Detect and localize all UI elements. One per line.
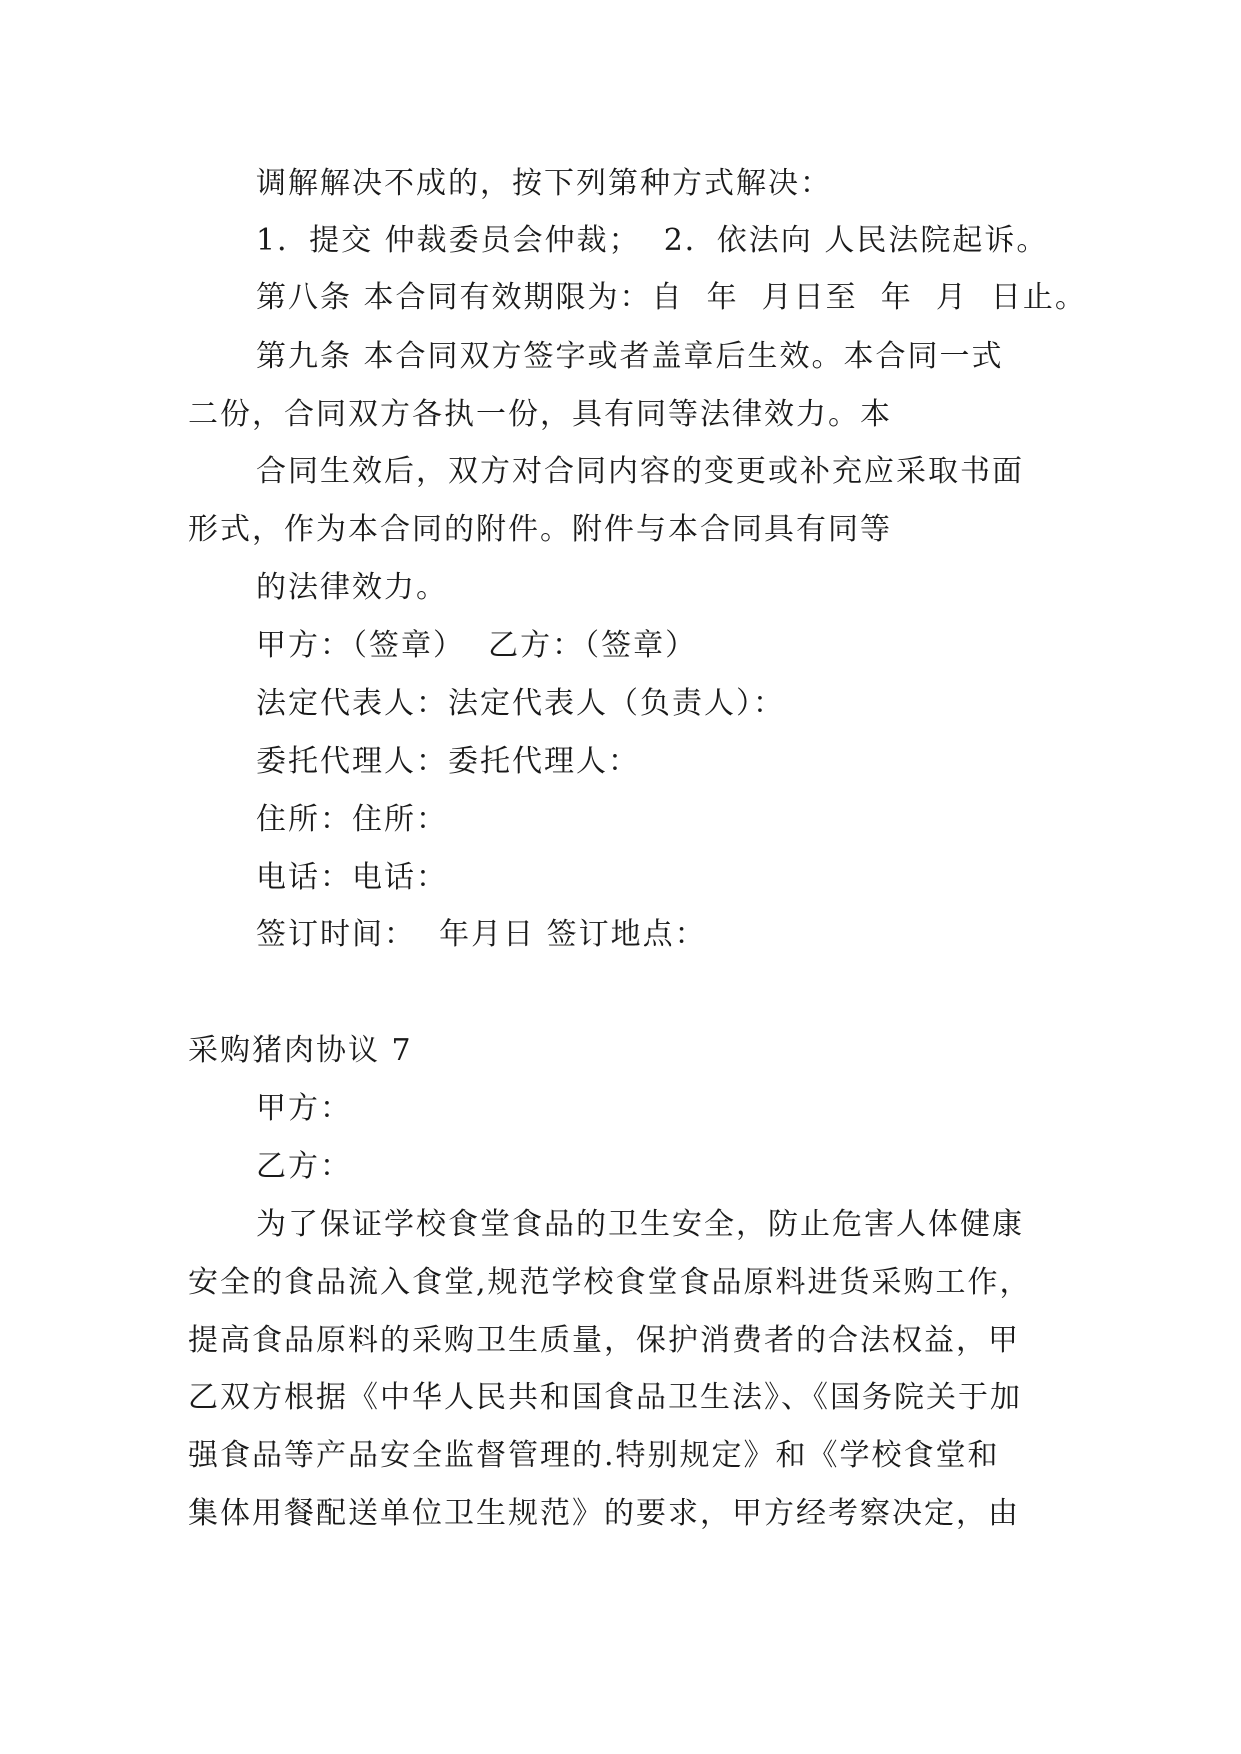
text-line: 1．提交 仲裁委员会仲裁； 2．依法向 人民法院起诉。 <box>256 223 1049 258</box>
text-line: 法定代表人：法定代表人（负责人）： <box>256 686 785 721</box>
text-line: 电话：电话： <box>256 860 448 895</box>
text-line: 委托代理人：委托代理人： <box>256 744 640 779</box>
text-line: 为了保证学校食堂食品的卫生安全，防止危害人体健康 <box>256 1207 1024 1242</box>
text-line: 的法律效力。 <box>256 570 448 605</box>
text-line: 提高食品原料的采购卫生质量，保护消费者的合法权益，甲 <box>188 1323 1020 1358</box>
text-line: 强食品等产品安全监督管理的.特别规定》和《学校食堂和 <box>188 1438 1000 1473</box>
text-line: 第九条 本合同双方签字或者盖章后生效。本合同一式 <box>256 339 1004 374</box>
text-line: 住所：住所： <box>256 802 448 837</box>
text-line: 集体用餐配送单位卫生规范》的要求，甲方经考察决定，由 <box>188 1496 1020 1531</box>
text-line: 乙双方根据《中华人民共和国食品卫生法》、《国务院关于加 <box>188 1380 1022 1415</box>
text-line: 形式，作为本合同的附件。附件与本合同具有同等 <box>188 512 892 547</box>
text-line: 签订时间： 年月日 签订地点： <box>256 917 707 952</box>
text-line: 调解解决不成的，按下列第种方式解决： <box>256 166 832 201</box>
text-line: 安全的食品流入食堂,规范学校食堂食品原料进货采购工作， <box>188 1265 1032 1300</box>
text-line: 合同生效后，双方对合同内容的变更或补充应采取书面 <box>256 454 1024 489</box>
text-line: 第八条 本合同有效期限为：自 年 月日至 年 月 日止。 <box>256 280 1087 315</box>
text-line: 二份，合同双方各执一份，具有同等法律效力。本 <box>188 397 892 432</box>
section-heading: 采购猪肉协议 7 <box>188 1033 413 1068</box>
text-line: 甲方：（签章） 乙方：（签章） <box>256 628 698 663</box>
text-line: 甲方： <box>256 1091 352 1126</box>
text-line: 乙方： <box>256 1149 352 1184</box>
